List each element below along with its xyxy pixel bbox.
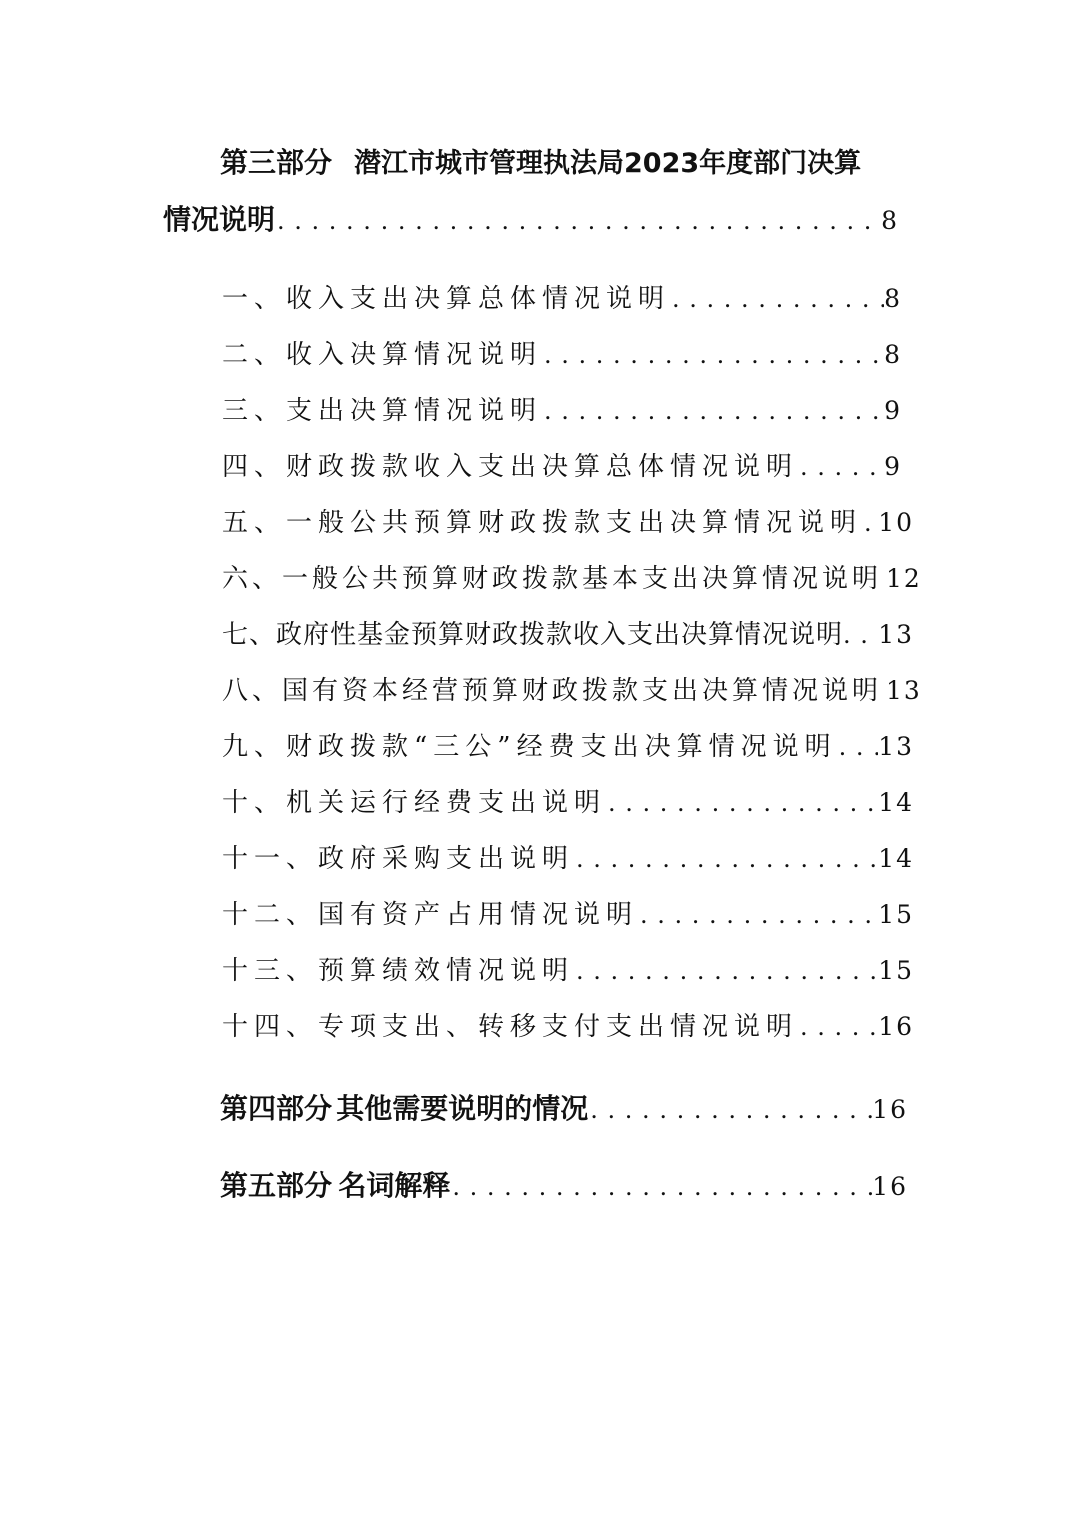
toc-entry[interactable] [222,670,922,707]
part5-title: 名词解释 [338,1169,451,1202]
page-number: 16 [878,1012,914,1041]
dot-leader [450,1173,872,1201]
dot-leader [574,845,878,873]
toc-entry-text: 十一、政府采购支出说明 [222,844,575,874]
toc-entry-text: 六、一般公共预算财政拨款基本支出决算情况说明 [222,564,883,594]
page-number: 14 [878,844,914,873]
dot-leader [275,207,881,235]
page-number: 16 [872,1172,908,1201]
dot-leader [798,1013,878,1041]
toc-entry[interactable] [222,838,914,875]
part3-title-line1: 潜江市城市管理执法局2023年度部门决算 [354,148,862,179]
page-number: 13 [878,732,914,761]
toc-entry-text: 五、一般公共预算财政拨款支出决算情况说明 [222,508,863,538]
toc-entry[interactable] [222,558,922,595]
toc-entry-text: 九、财政拨款“三公”经费支出决算情况说明 [222,732,837,762]
toc-entry-text: 七、政府性基金预算财政拨款收入支出决算情况说明 [222,620,844,650]
page-number: 9 [884,452,902,481]
toc-entry[interactable] [222,278,902,315]
toc-entry[interactable] [222,446,902,483]
toc-entry[interactable] [222,614,914,651]
dot-leader [670,285,884,313]
page-number: 8 [884,284,902,313]
page-number: 16 [872,1095,908,1124]
toc-part3-entry[interactable] [163,198,899,238]
page-number: 8 [884,340,902,369]
dot-leader [606,789,878,817]
dot-leader [862,509,878,537]
toc-entry[interactable] [222,390,902,427]
part4-label: 第四部分 [220,1092,333,1125]
dot-leader [574,957,878,985]
toc-entry-text: 十、机关运行经费支出说明 [222,788,607,818]
toc-entry-text: 二、收入决算情况说明 [222,340,543,370]
toc-entry[interactable] [222,726,914,763]
toc-entry[interactable] [222,502,914,539]
part3-title-line2: 情况说明 [163,203,276,236]
toc-entry-text: 三、支出决算情况说明 [222,396,543,426]
toc-part4-entry[interactable] [220,1087,908,1127]
page-number: 14 [878,788,914,817]
toc-entry[interactable] [222,334,902,371]
page-number: 9 [884,396,902,425]
toc-entry-text: 十三、预算绩效情况说明 [222,956,575,986]
dot-leader [542,341,884,369]
toc-entry[interactable] [222,782,914,819]
toc-entry-text: 四、财政拨款收入支出决算总体情况说明 [222,452,799,482]
toc-part5-entry[interactable] [220,1164,908,1204]
dot-leader [837,733,879,761]
page-number: 15 [878,956,914,985]
toc-entry[interactable] [222,1006,914,1043]
toc-entry-text: 十二、国有资产占用情况说明 [222,900,639,930]
part4-title: 其他需要说明的情况 [336,1092,589,1125]
page-number: 13 [878,620,914,649]
page-number: 13 [886,676,922,705]
dot-leader [798,453,884,481]
part3-label: 第三部分 [220,146,333,179]
toc-entry[interactable] [222,894,914,931]
toc-entry-text: 一、收入支出决算总体情况说明 [222,284,671,314]
dot-leader [542,397,884,425]
page-number: 12 [886,564,922,593]
toc-entry[interactable] [222,950,914,987]
dot-leader [843,621,878,649]
toc-entry-text: 八、国有资本经营预算财政拨款支出决算情况说明 [222,676,883,706]
dot-leader [638,901,878,929]
toc-entry-text: 十四、专项支出、转移支付支出情况说明 [222,1012,799,1042]
dot-leader [588,1096,872,1124]
toc-part3-heading [220,141,920,181]
page-number: 8 [881,206,899,235]
page-number: 15 [878,900,914,929]
page-number: 10 [878,508,914,537]
part5-label: 第五部分 [220,1169,333,1202]
